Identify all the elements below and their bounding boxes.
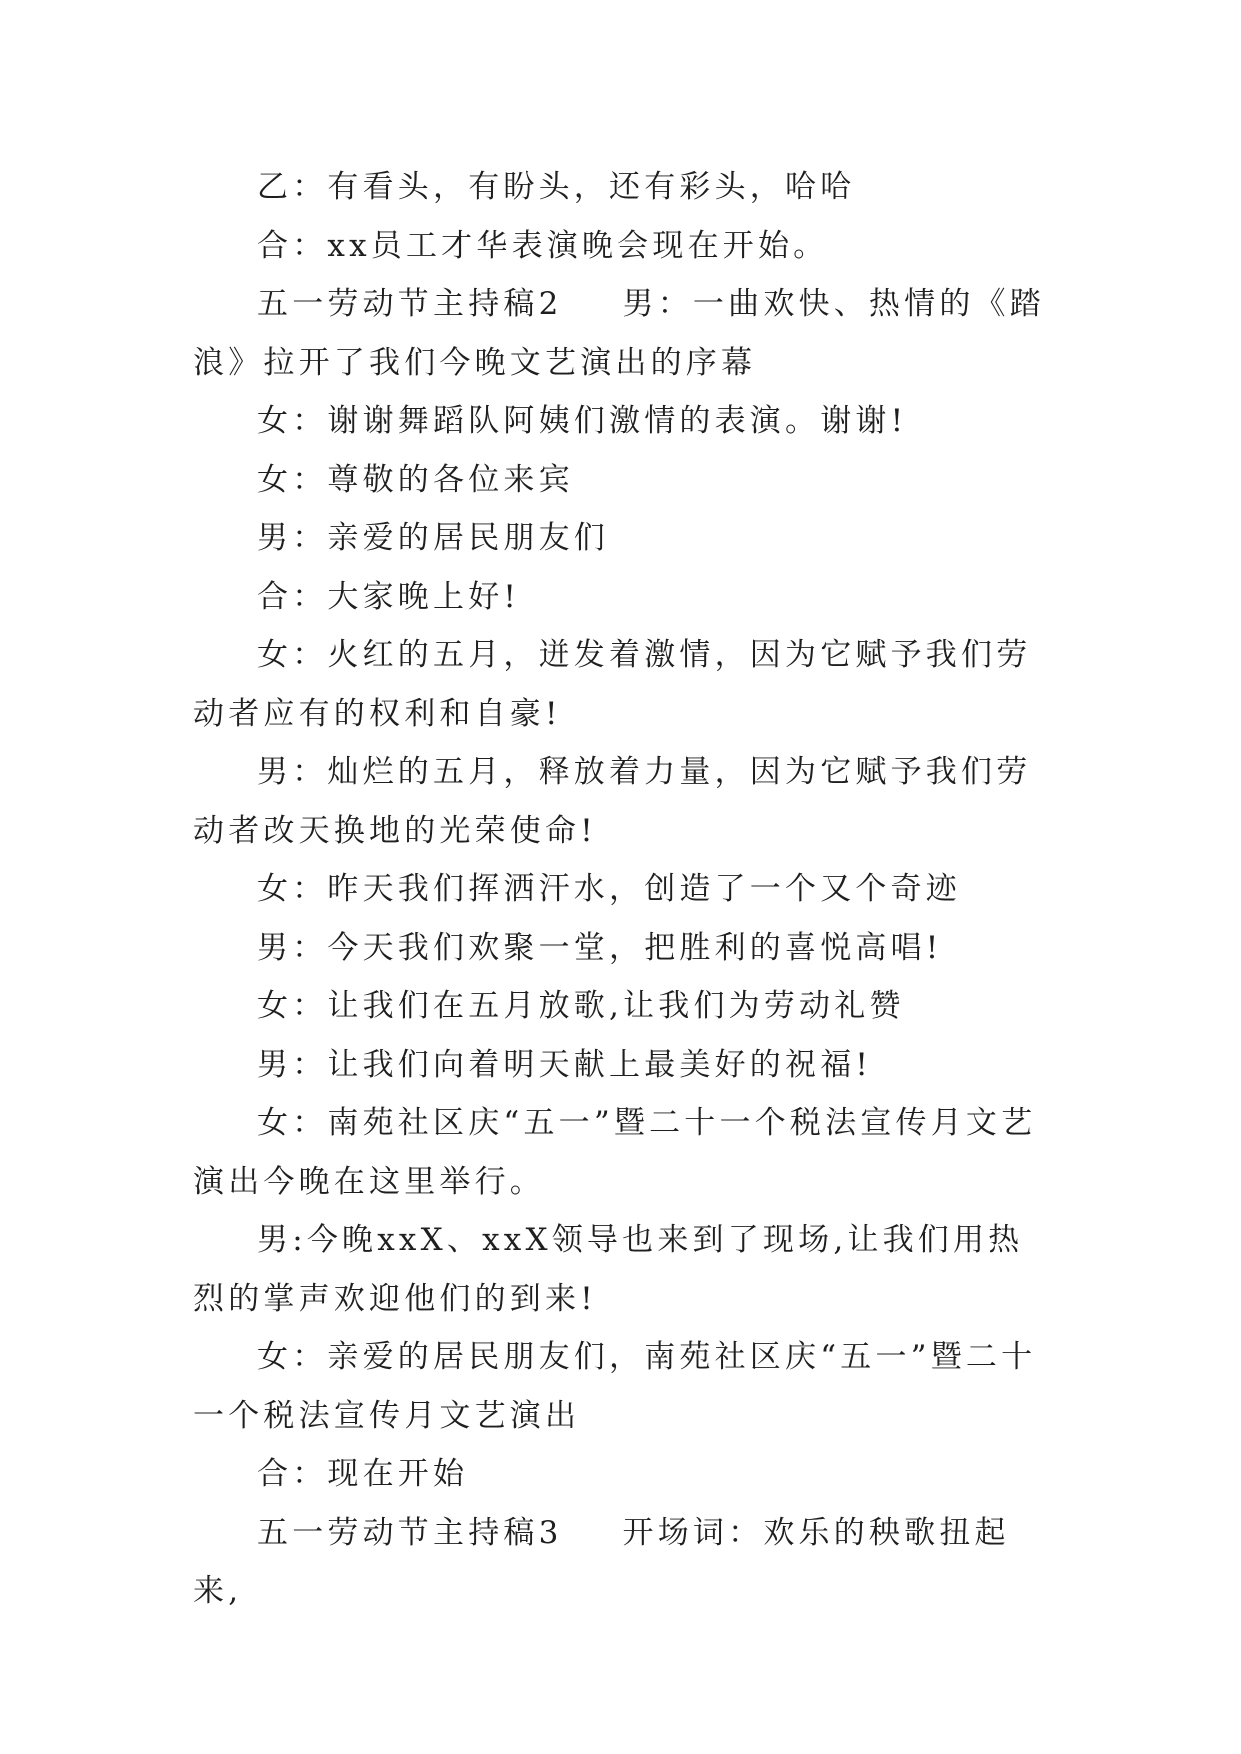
- paragraph: [193, 860, 1055, 919]
- paragraph: [193, 1504, 1055, 1621]
- paragraph: [193, 1328, 1055, 1445]
- section-heading: 五一劳动节主持稿2: [257, 286, 563, 322]
- paragraph-text: 女：南苑社区庆“五一”暨二十一个税法宣传月文艺演出今晚在这里举行。: [193, 1105, 1037, 1200]
- paragraph: [193, 568, 1055, 627]
- paragraph-text: 男：今天我们欢聚一堂，把胜利的喜悦高唱!: [257, 929, 943, 966]
- paragraph-text: 合：现在开始: [257, 1456, 469, 1492]
- paragraph-text: 男：亲爱的居民朋友们: [257, 520, 609, 556]
- paragraph: [193, 743, 1055, 860]
- paragraph-text: 乙：有看头，有盼头，还有彩头，哈哈: [257, 169, 856, 205]
- paragraph: [193, 1211, 1055, 1328]
- paragraph-text: 女：火红的五月，迸发着激情，因为它赋予我们劳动者应有的权利和自豪!: [193, 637, 1032, 732]
- paragraph-text: 合：大家晚上好!: [257, 578, 521, 615]
- paragraph-text: 男：一曲欢快、热情的《踏浪》拉开了我们今晚文艺演出的序幕: [193, 286, 1045, 381]
- paragraph: [193, 1036, 1055, 1095]
- paragraph-text: 男:今晚xxX、xxX领导也来到了现场,让我们用热烈的掌声欢迎他们的到来!: [193, 1222, 1024, 1317]
- paragraph: [193, 977, 1055, 1036]
- paragraph: [193, 217, 1055, 276]
- paragraph-text: 女：让我们在五月放歌,让我们为劳动礼赞: [257, 988, 905, 1024]
- paragraph: [193, 275, 1055, 392]
- paragraph-text: 女：尊敬的各位来宾: [257, 461, 574, 498]
- paragraph-text: 女：亲爱的居民朋友们，南苑社区庆“五一”暨二十一个税法宣传月文艺演出: [193, 1339, 1037, 1434]
- paragraph-text: 合：xx员工才华表演晚会现在开始。: [257, 227, 829, 264]
- document-body: [193, 158, 1055, 1621]
- paragraph-text: 男：灿烂的五月，释放着力量，因为它赋予我们劳动者改天换地的光荣使命!: [193, 754, 1032, 849]
- paragraph: [193, 626, 1055, 743]
- paragraph: [193, 451, 1055, 510]
- paragraph-text: 开场词：欢乐的秧歌扭起来,: [193, 1514, 1010, 1609]
- paragraph-text: 女：昨天我们挥洒汗水，创造了一个又个奇迹: [257, 871, 961, 907]
- paragraph: [193, 919, 1055, 978]
- paragraph: [193, 1094, 1055, 1211]
- paragraph-text: 男：让我们向着明天献上最美好的祝福!: [257, 1046, 873, 1083]
- section-heading: 五一劳动节主持稿3: [257, 1514, 563, 1551]
- paragraph: [193, 1445, 1055, 1504]
- paragraph: [193, 509, 1055, 568]
- paragraph: [193, 392, 1055, 451]
- paragraph: [193, 158, 1055, 217]
- paragraph-text: 女：谢谢舞蹈队阿姨们激情的表演。谢谢!: [257, 403, 908, 439]
